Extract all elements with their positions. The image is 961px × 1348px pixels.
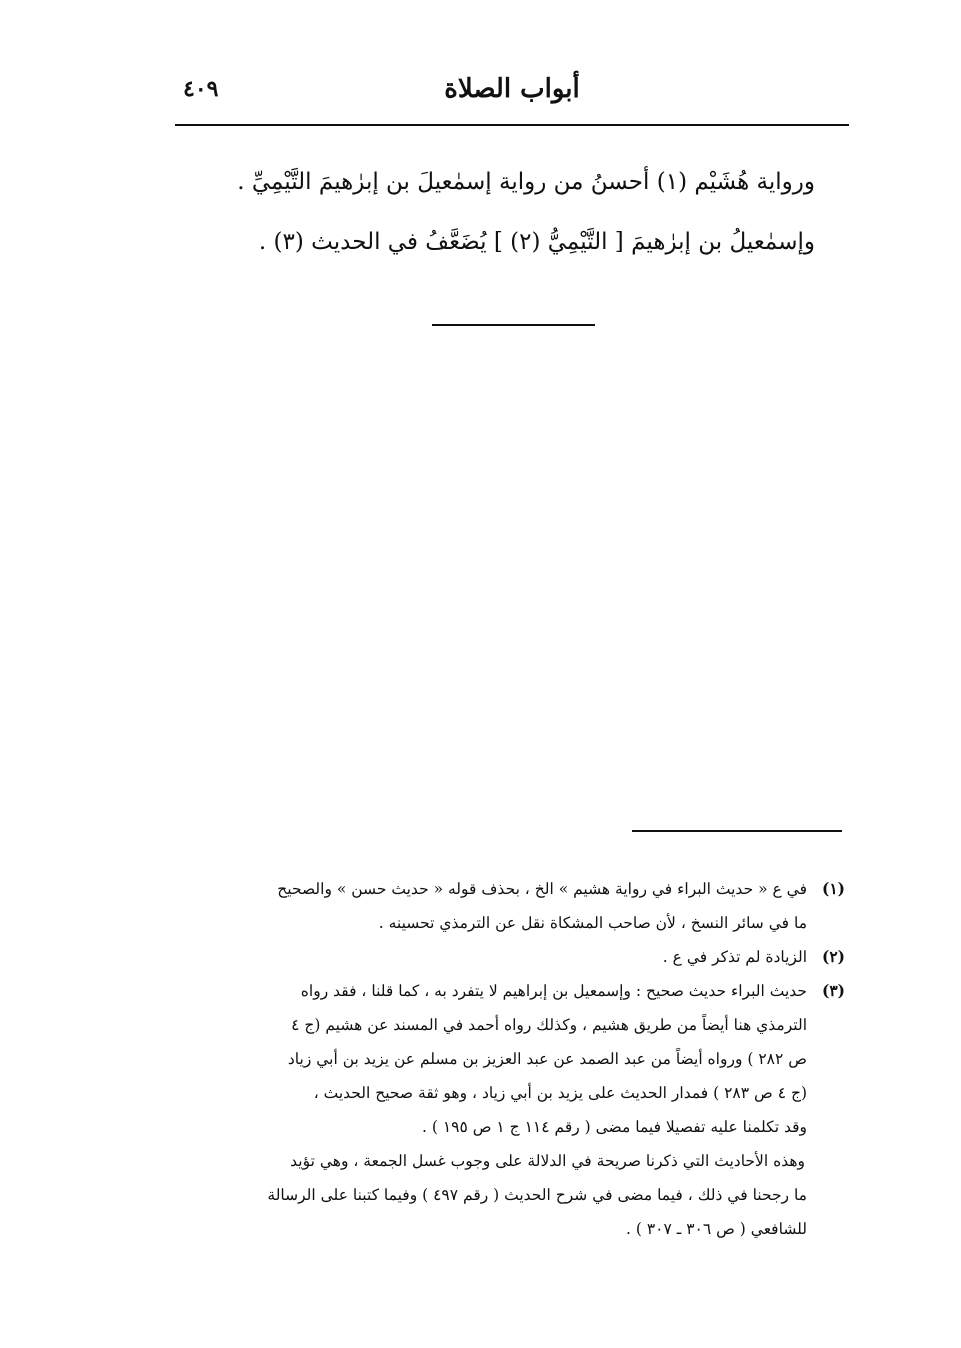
- page-number: ٤٠٩: [183, 76, 219, 102]
- footnotes: [170, 872, 845, 1246]
- footnote-text: [170, 872, 807, 940]
- closing-paragraph: [170, 1144, 845, 1246]
- footnote-number: (١): [821, 879, 845, 898]
- footnote-number: (٢): [821, 947, 845, 966]
- footnote-line: وقد تكلمنا عليه تفصيلا فيما مضى ( رقم ١١٤ ج ١ ص ١٩٥ ) .: [422, 1118, 807, 1136]
- main-text-line: وإسمٰعيلُ بن إبرٰهيمَ [ التَّيْمِيُّ (٢) ] يُضَعَّفُ في الحديث (٣) .: [258, 229, 815, 255]
- footnote-line: حديث البراء حديث صحيح : وإسمعيل بن إبراهيم لا يتفرد به ، كما قلنا ، فقد رواه: [300, 982, 807, 1000]
- closing-paragraph-line: وهذه الأحاديث التي ذكرنا صريحة في الدلالة على وجوب غسل الجمعة ، وهي تؤيد: [290, 1152, 805, 1170]
- footnote: [170, 872, 845, 940]
- main-text: [215, 152, 815, 272]
- footnote-text: [170, 940, 807, 974]
- footnote: [170, 940, 845, 974]
- footnote-separator: [632, 830, 842, 832]
- footnote-number: (٣): [821, 981, 845, 1000]
- footnote-line: ص ٢٨٢ ) ورواه أيضاً من عبد الصمد عن عبد العزيز بن مسلم عن يزيد بن أبي زياد: [287, 1050, 807, 1068]
- main-text-line: ورواية هُشَيْم (١) أحسنُ من رواية إسمٰعيلَ بن إبرٰهيمَ التَّيْمِيِّ .: [237, 169, 815, 195]
- header-rule: [175, 124, 849, 126]
- footnote-line: الزيادة لم تذكر في ع .: [662, 948, 807, 966]
- footnote-line: ما في سائر النسخ ، لأن صاحب المشكاة نقل عن الترمذي تحسينه .: [378, 914, 807, 932]
- footnote: [170, 974, 845, 1144]
- footnote-line: (ج ٤ ص ٢٨٣ ) فمدار الحديث على يزيد بن أبي زياد ، وهو ثقة صحيح الحديث ،: [313, 1084, 807, 1102]
- closing-paragraph-line: للشافعي ( ص ٣٠٦ ـ ٣٠٧ ) .: [626, 1220, 807, 1238]
- closing-paragraph-line: ما رجحنا في ذلك ، فيما مضى في شرح الحديث ( رقم ٤٩٧ ) وفيما كتبنا على الرسالة: [267, 1186, 807, 1204]
- running-title: أبواب الصلاة: [444, 74, 580, 104]
- section-end-rule: [432, 324, 595, 326]
- footnote-text: [170, 974, 807, 1144]
- page-header: [175, 70, 849, 118]
- footnote-line: الترمذي هنا أيضاً من طريق هشيم ، وكذلك رواه أحمد في المسند عن هشيم (ج ٤: [291, 1016, 807, 1034]
- footnote-line: في ع « حديث البراء في رواية هشيم » الخ ، بحذف قوله « حديث حسن » والصحيح: [277, 880, 807, 898]
